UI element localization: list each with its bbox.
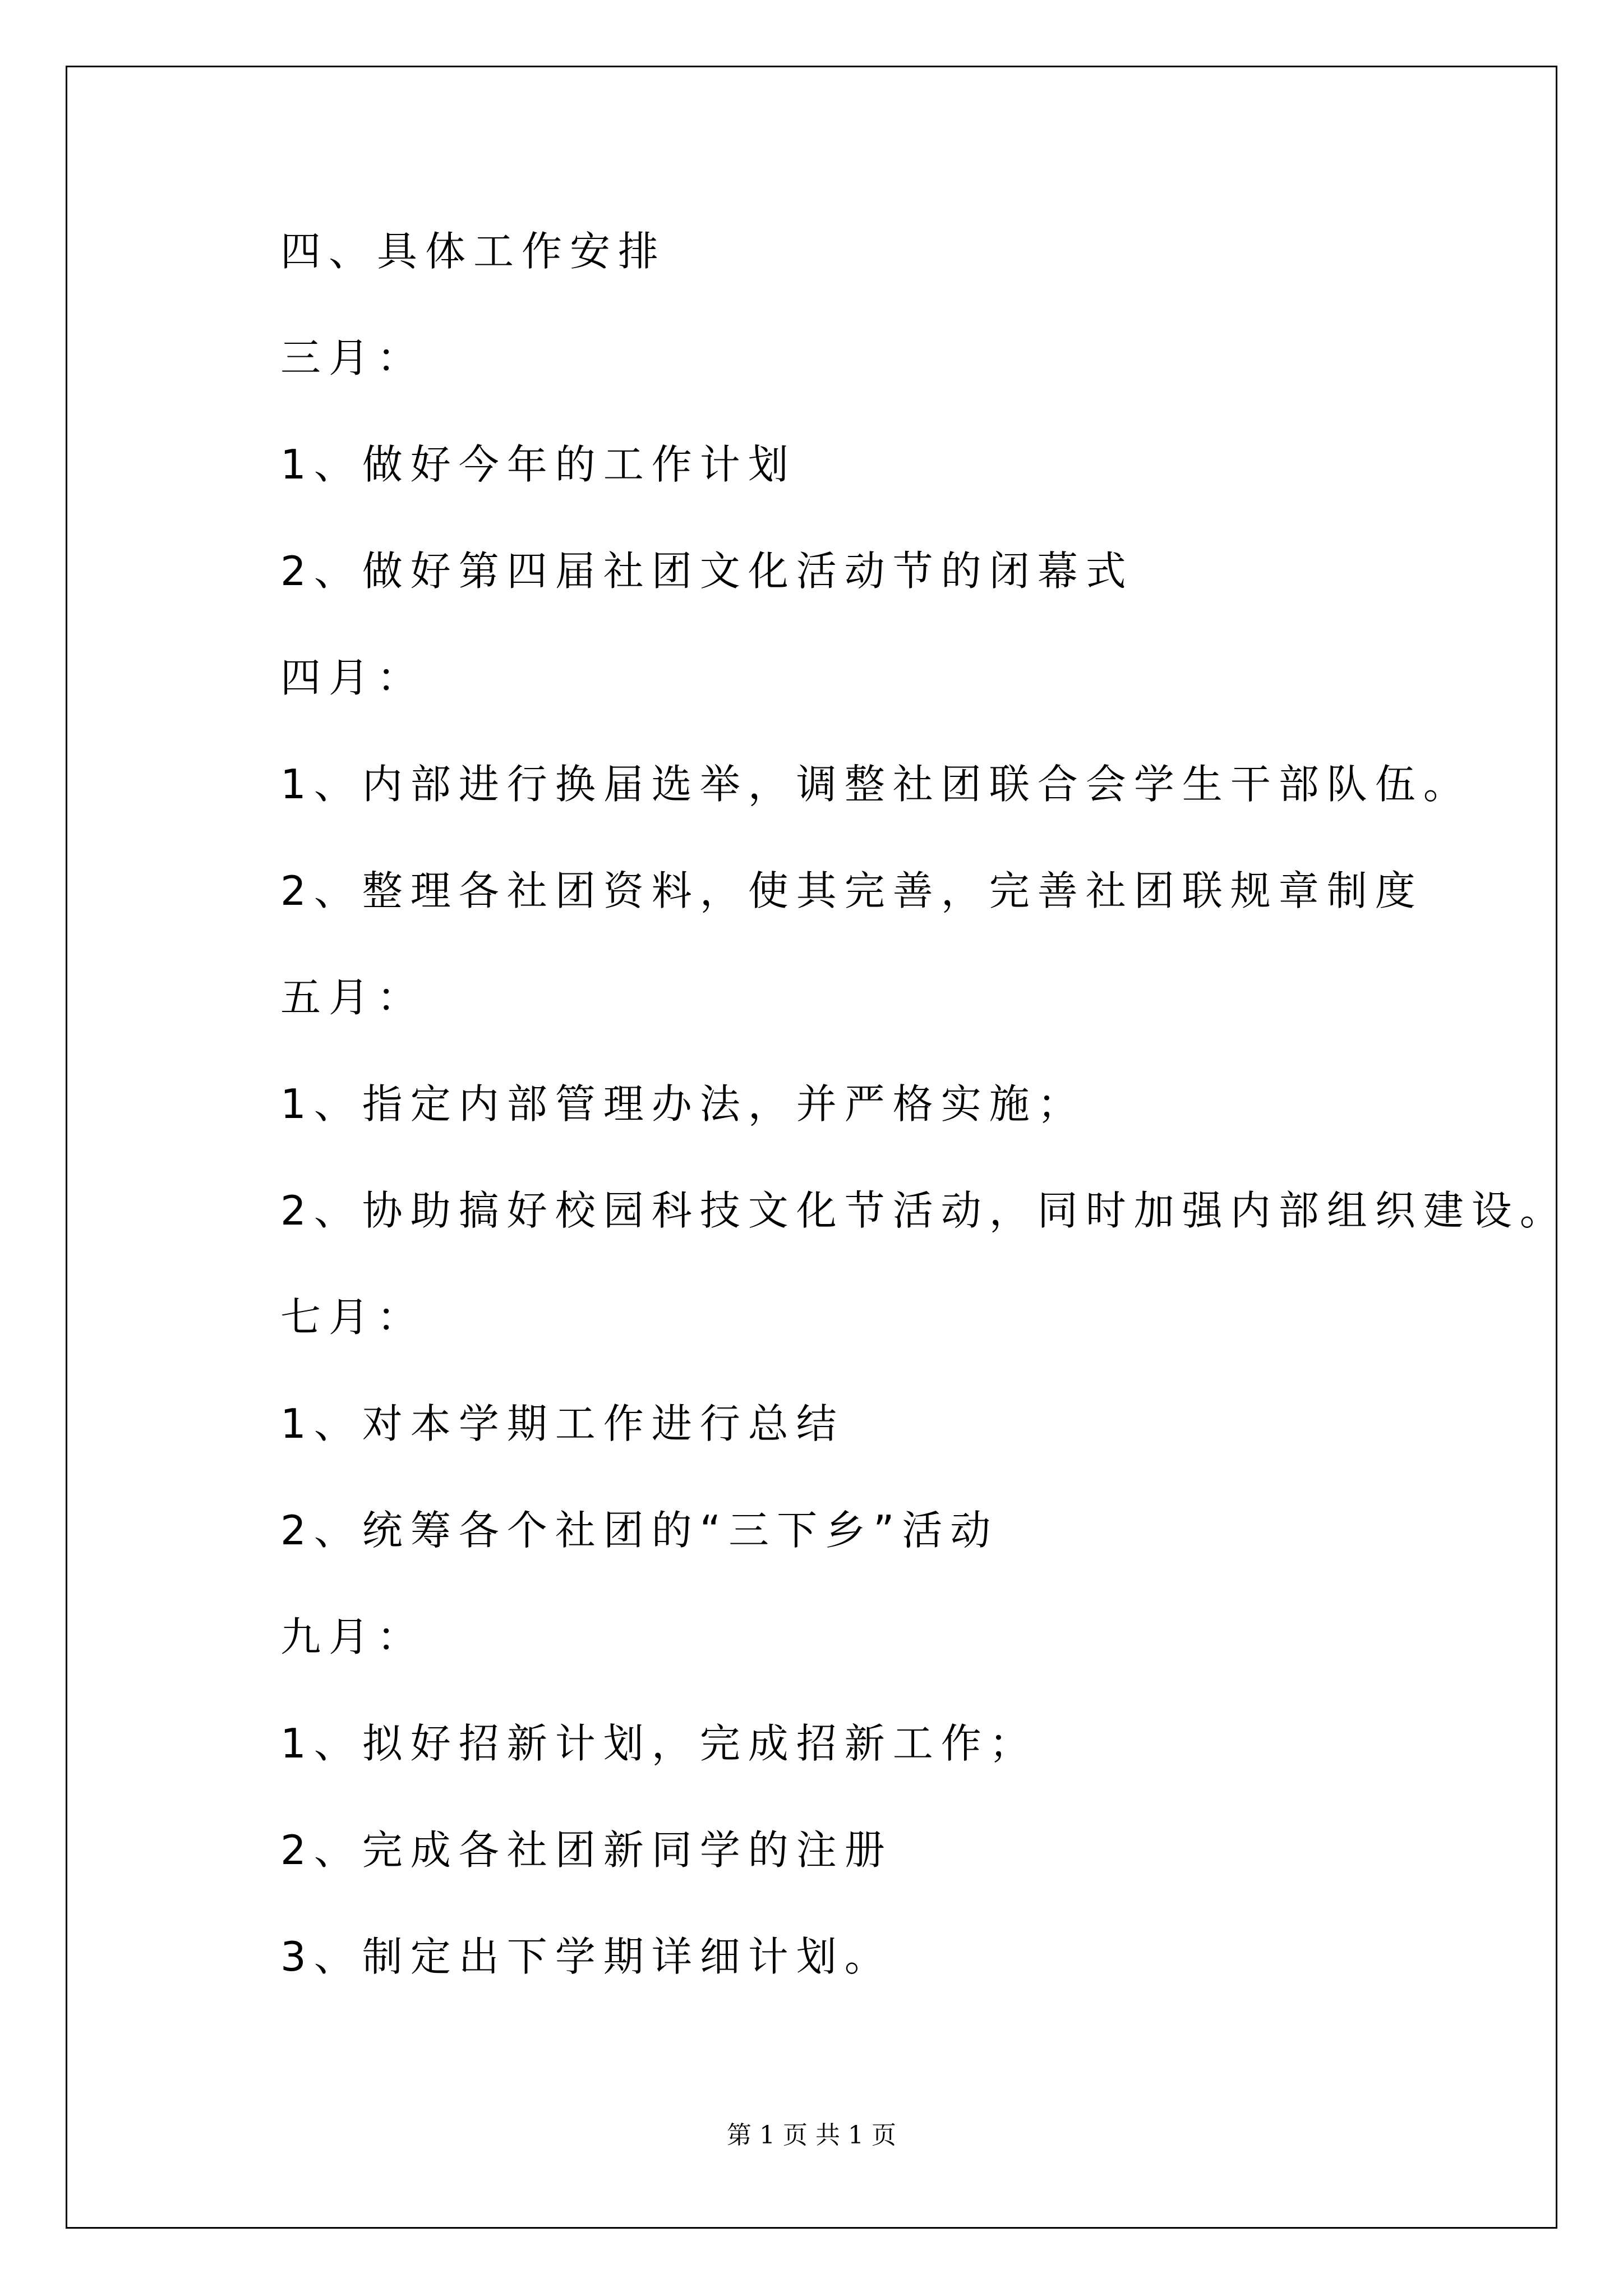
month-heading: 七月： <box>280 1294 426 1341</box>
page-number: 第 1 页 共 1 页 <box>727 2121 896 2150</box>
month-heading: 五月： <box>280 974 426 1021</box>
list-item: 1、拟好招新计划，完成招新工作； <box>280 1720 1038 1767</box>
list-item: 2、协助搞好校园科技文化节活动，同时加强内部组织建设。 <box>280 1187 1568 1234</box>
list-item: 1、对本学期工作进行总结 <box>280 1400 845 1447</box>
list-item: 1、内部进行换届选举，调整社团联合会学生干部队伍。 <box>280 761 1472 808</box>
list-item: 2、完成各社团新同学的注册 <box>280 1826 893 1874</box>
page-border <box>66 66 1557 2229</box>
month-heading: 九月： <box>280 1613 426 1660</box>
list-item: 1、做好今年的工作计划 <box>280 441 796 488</box>
list-item: 3、制定出下学期详细计划。 <box>280 1933 893 1980</box>
month-heading: 三月： <box>280 334 426 381</box>
list-item: 1、指定内部管理办法，并严格实施； <box>280 1080 1086 1128</box>
list-item: 2、整理各社团资料，使其完善，完善社团联规章制度 <box>280 867 1423 914</box>
section-heading: 四、具体工作安排 <box>280 228 667 275</box>
list-item: 2、统筹各个社团的“三下乡”活动 <box>280 1507 999 1554</box>
month-heading: 四月： <box>280 654 426 701</box>
list-item: 2、做好第四届社团文化活动节的闭幕式 <box>280 547 1134 595</box>
